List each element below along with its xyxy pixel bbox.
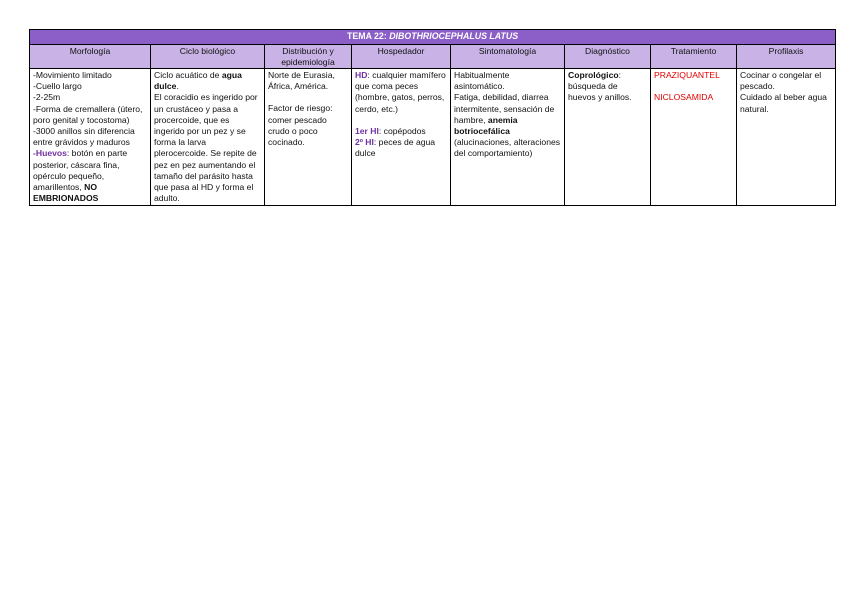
ciclo-text-end: .	[176, 81, 179, 92]
ciclo-text: Ciclo acuático de	[154, 70, 222, 80]
treatment-drug: NICLOSAMIDA	[654, 92, 714, 103]
morfologia-line: -2-25m	[33, 92, 61, 103]
hospedador-hi1	[355, 126, 447, 137]
header-row	[30, 45, 836, 69]
morfologia-line: -Forma de cremallera (útero, poro genital y tocostoma)	[33, 103, 143, 125]
header-tratamiento: Tratamiento	[651, 45, 737, 69]
header-profilaxis: Profilaxis	[737, 45, 836, 69]
table-title	[30, 30, 836, 45]
cell-tratamiento	[651, 69, 737, 206]
summary-table	[29, 29, 836, 206]
hi2-text: : peces de agua dulce	[355, 137, 436, 159]
title-row	[30, 30, 836, 45]
hospedador-hd	[355, 70, 447, 115]
sintomas-detail	[454, 92, 561, 159]
cell-sintomatologia	[451, 69, 565, 206]
header-morfologia: Morfología	[30, 45, 151, 69]
sintomas-intro: Habitualmente asintomático.	[454, 70, 510, 92]
cell-distribucion	[265, 69, 352, 206]
hi1-text: : copépodos	[378, 125, 426, 136]
header-diagnostico: Diagnóstico	[565, 45, 651, 69]
diagnostico-label: Coprológico	[568, 70, 619, 80]
header-ciclo: Ciclo biológico	[151, 45, 265, 69]
cell-hospedador	[352, 69, 451, 206]
diagnostico-detail: : búsqueda de huevos y anillos.	[568, 70, 632, 103]
treatment-drug: PRAZIQUANTEL	[654, 70, 720, 80]
ciclo-bold: agua dulce	[154, 70, 242, 92]
distribucion-risk: Factor de riesgo: comer pescado crudo o poco cocinado.	[268, 103, 333, 148]
hospedador-hi2	[355, 137, 447, 159]
title-species: DIBOTHRIOCEPHALUS LATUS	[389, 31, 519, 41]
sintomas-text: Fatiga, debilidad, diarrea intermitente, sensación de hambre,	[454, 92, 555, 125]
header-hospedador: Hospedador	[352, 45, 451, 69]
huevos-label: -Huevos	[33, 148, 67, 159]
header-sintomatologia: Sintomatología	[451, 45, 565, 69]
cell-profilaxis	[737, 69, 836, 206]
cell-diagnostico	[565, 69, 651, 206]
huevos-text: : botón en parte posterior, cáscara fina, opérculo pequeño, amarillentos,	[33, 148, 128, 193]
hi1-label: 1er HI	[355, 125, 379, 136]
morfologia-line: -Movimiento limitado	[33, 70, 112, 80]
sintomas-text-end: (alucinaciones, alteraciones del comportamiento)	[454, 137, 561, 159]
title-prefix: TEMA 22:	[347, 31, 390, 41]
cell-morfologia	[30, 69, 151, 206]
hi2-label: 2º HI	[355, 137, 374, 148]
hd-text: : cualquier mamífero que coma peces (hombre, gatos, perros, cerdo, etc.)	[355, 70, 446, 114]
profilaxis-line: Cuidado al beber agua natural.	[740, 92, 827, 114]
profilaxis-line: Cocinar o congelar el pescado.	[740, 70, 822, 92]
header-distribucion: Distribución y epidemiología	[265, 45, 352, 69]
cell-ciclo	[151, 69, 265, 206]
hd-label: HD	[355, 70, 368, 80]
huevos-bold: NO EMBRIONADOS	[33, 182, 99, 204]
sintomas-bold: anemia botriocefálica	[454, 114, 518, 137]
morfologia-line: -3000 anillos sin diferencia entre grávidos y maduros	[33, 126, 135, 148]
content-row	[30, 69, 836, 206]
ciclo-intro	[154, 70, 261, 92]
diagnostico-text	[568, 70, 647, 104]
distribucion-regions: Norte de Eurasia, África, América.	[268, 70, 335, 92]
morfologia-huevos	[33, 148, 147, 204]
morfologia-line: -Cuello largo	[33, 81, 82, 92]
ciclo-description: El coracidio es ingerido por un crustáceo y pasa a procercoide, que es ingerido por un pez y se forma la larva plerocercoide. Se repite de pez en pez aumentando el tamaño del parásito hasta que pasa al HD y forma el adulto.	[154, 92, 258, 204]
